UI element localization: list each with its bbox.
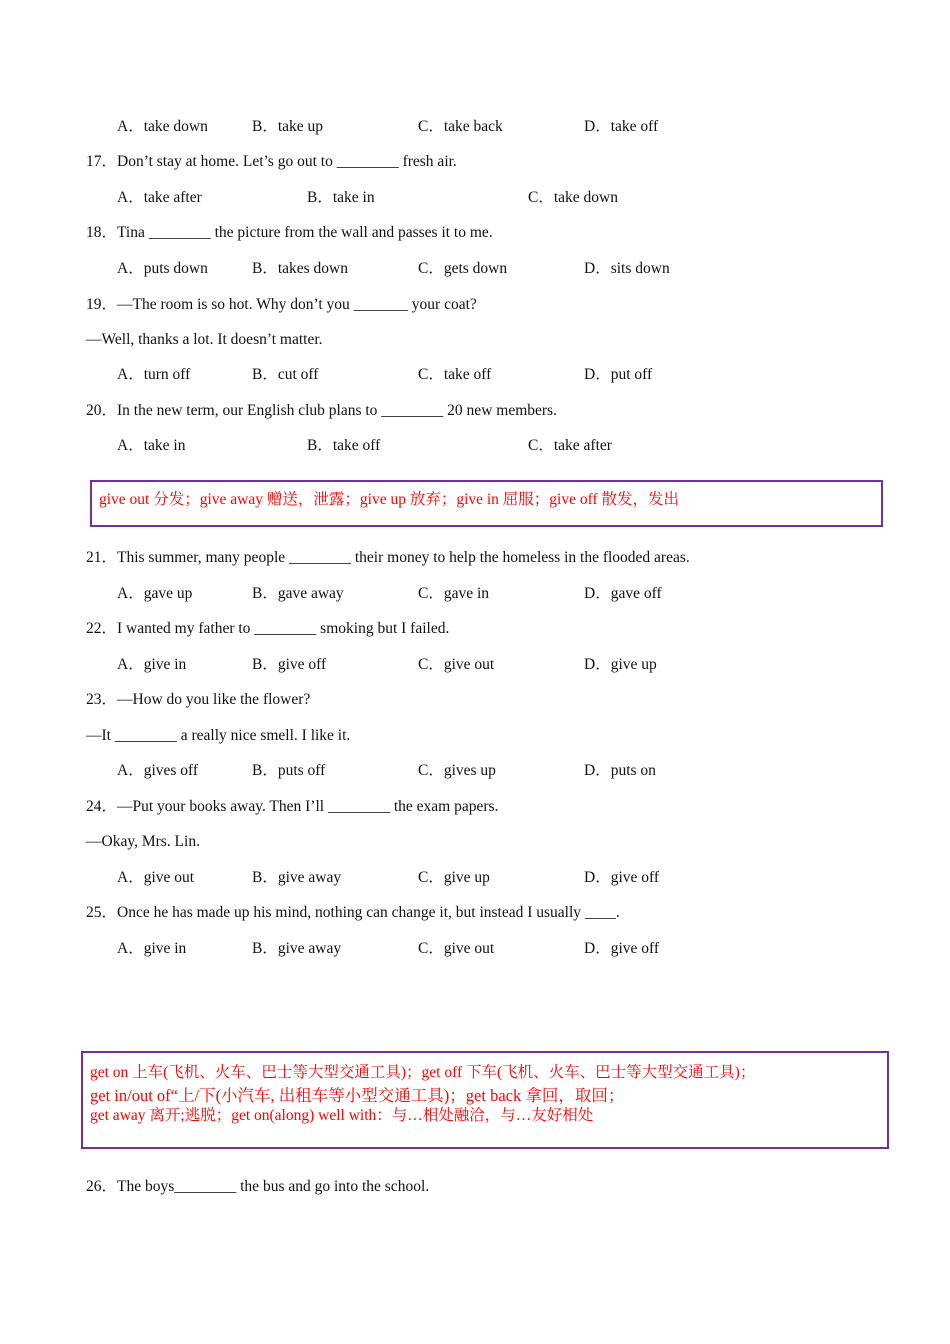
q17-option-b: B．take in <box>307 189 375 206</box>
q22-option-d: D．give up <box>584 656 657 673</box>
q22-stem: 22．I wanted my father to ________ smoking but I failed. <box>86 620 450 637</box>
q19-stem: 19．—The room is so hot. Why don’t you _______ your coat? <box>86 296 477 313</box>
q24-option-a: A．give out <box>117 869 195 886</box>
note-box-give <box>90 480 883 527</box>
note-get-line-1: get on 上车(飞机、火车、巴士等大型交通工具)；get off 下车(飞机、火车、巴士等大型交通工具)； <box>90 1064 756 1081</box>
q19-option-b: B．cut off <box>252 366 319 383</box>
q24-option-c: C．give up <box>418 869 490 886</box>
q25-option-c: C．give out <box>418 940 495 957</box>
q24-reply: —Okay, Mrs. Lin. <box>86 833 200 850</box>
q22-option-b: B．give off <box>252 656 327 673</box>
q18-option-b: B．takes down <box>252 260 349 277</box>
q22-option-a: A．give in <box>117 656 187 673</box>
q20-option-c: C．take after <box>528 437 612 454</box>
q17-option-c: C．take down <box>528 189 618 206</box>
q23-option-a: A．gives off <box>117 762 199 779</box>
q24-stem: 24．—Put your books away. Then I’ll ________ the exam papers. <box>86 798 499 815</box>
q19-reply: —Well, thanks a lot. It doesn’t matter. <box>86 331 323 348</box>
q25-option-d: D．give off <box>584 940 660 957</box>
q26-stem: 26．The boys________ the bus and go into the school. <box>86 1178 430 1195</box>
q23-option-d: D．puts on <box>584 762 656 779</box>
q16-option-b: B．take up <box>252 118 324 135</box>
q21-stem: 21．This summer, many people ________ their money to help the homeless in the flooded areas. <box>86 549 690 566</box>
q18-stem: 18．Tina ________ the picture from the wall and passes it to me. <box>86 224 493 241</box>
q19-option-d: D．put off <box>584 366 653 383</box>
q16-option-a: A．take down <box>117 118 208 135</box>
q25-stem: 25．Once he has made up his mind, nothing can change it, but instead I usually ____. <box>86 904 620 921</box>
q21-option-a: A．gave up <box>117 585 193 602</box>
q25-option-a: A．give in <box>117 940 187 957</box>
q21-option-c: C．gave in <box>418 585 490 602</box>
note-get-line-3: get away 离开;逃脱；get on(along) well with：与…相处融洽，与…友好相处 <box>90 1107 594 1124</box>
q24-option-b: B．give away <box>252 869 342 886</box>
q16-option-c: C．take back <box>418 118 503 135</box>
q18-option-c: C．gets down <box>418 260 508 277</box>
q16-option-d: D．take off <box>584 118 659 135</box>
q24-option-d: D．give off <box>584 869 660 886</box>
q21-option-d: D．gave off <box>584 585 662 602</box>
q18-option-d: D．sits down <box>584 260 670 277</box>
q23-stem: 23．—How do you like the flower? <box>86 691 311 708</box>
q18-option-a: A．puts down <box>117 260 208 277</box>
q17-stem: 17．Don’t stay at home. Let’s go out to ________ fresh air. <box>86 153 457 170</box>
q25-option-b: B．give away <box>252 940 342 957</box>
q23-option-b: B．puts off <box>252 762 326 779</box>
note-give-text: give out 分发；give away 赠送，泄露；give up 放弃；give in 屈服；give off 散发，发出 <box>99 491 680 508</box>
q20-option-a: A．take in <box>117 437 186 454</box>
q22-option-c: C．give out <box>418 656 495 673</box>
q23-option-c: C．gives up <box>418 762 496 779</box>
q23-reply: —It ________ a really nice smell. I like it. <box>86 727 351 744</box>
q19-option-a: A．turn off <box>117 366 191 383</box>
q19-option-c: C．take off <box>418 366 492 383</box>
q17-option-a: A．take after <box>117 189 202 206</box>
note-box-get <box>81 1051 889 1149</box>
q20-option-b: B．take off <box>307 437 381 454</box>
q20-stem: 20．In the new term, our English club plans to ________ 20 new members. <box>86 402 557 419</box>
note-get-line-2: get in/out of“上/下(小汽车, 出租车等小型交通工具)；get back 拿回，取回； <box>90 1086 625 1105</box>
q21-option-b: B．gave away <box>252 585 344 602</box>
